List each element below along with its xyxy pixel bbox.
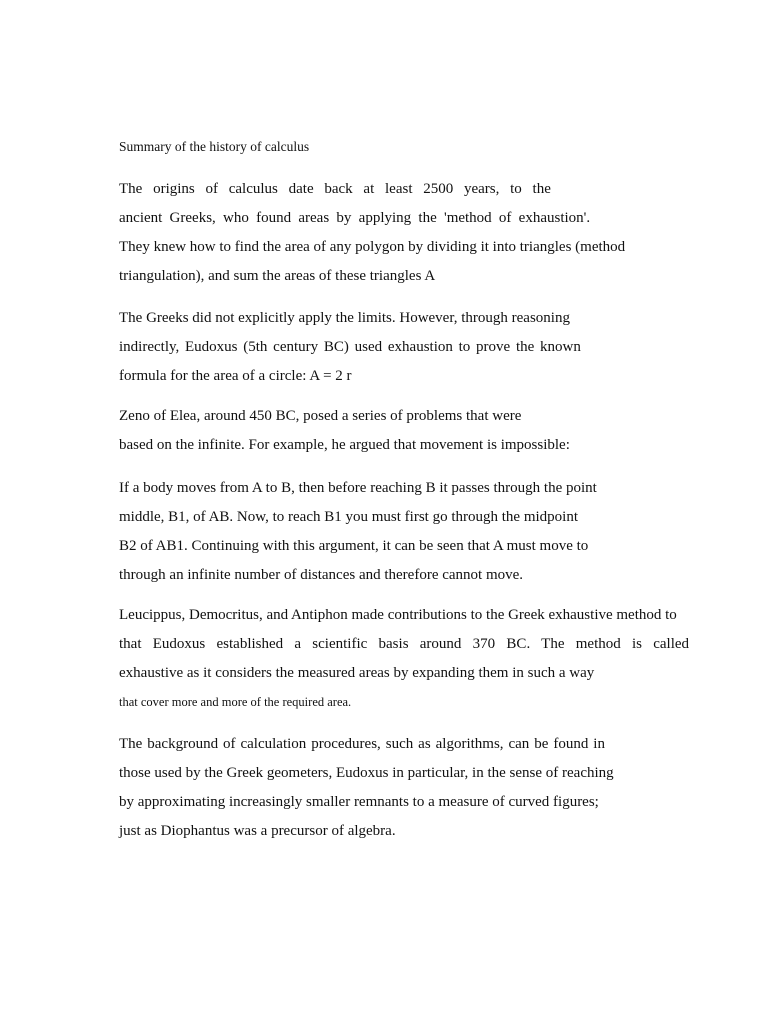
text-line: Zeno of Elea, around 450 BC, posed a series of problems that were [119, 408, 522, 424]
text-line: If a body moves from A to B, then before reaching B it passes through the point [119, 480, 597, 496]
text-line: ancient Greeks, who found areas by applying the 'method of exhaustion'. [119, 210, 591, 226]
text-line: B2 of AB1. Continuing with this argument, it can be seen that A must move to [119, 538, 589, 554]
text-line: that Eudoxus established a scientific basis around 370 BC. The method is called [119, 636, 690, 652]
document-title: Summary of the history of calculus [119, 139, 310, 154]
text-line: indirectly, Eudoxus (5th century BC) used exhaustion to prove the known [119, 339, 581, 355]
text-line: that cover more and more of the required area. [119, 695, 352, 709]
text-line: The background of calculation procedures, such as algorithms, can be found in [119, 736, 605, 752]
text-line: through an infinite number of distances and therefore cannot move. [119, 567, 524, 583]
text-line: middle, B1, of AB. Now, to reach B1 you must first go through the midpoint [119, 509, 578, 525]
text-line: by approximating increasingly smaller remnants to a measure of curved figures; [119, 794, 599, 810]
text-line: formula for the area of a circle: A = 2 r [119, 368, 352, 384]
text-line: based on the infinite. For example, he argued that movement is impossible: [119, 437, 570, 453]
text-line: those used by the Greek geometers, Eudoxus in particular, in the sense of reaching [119, 765, 614, 781]
text-line: Leucippus, Democritus, and Antiphon made contributions to the Greek exhaustive method to [119, 607, 677, 623]
text-line: triangulation), and sum the areas of these triangles A [119, 268, 436, 284]
text-line: exhaustive as it considers the measured areas by expanding them in such a way [119, 665, 595, 681]
text-line: The Greeks did not explicitly apply the limits. However, through reasoning [119, 310, 570, 326]
text-line: The origins of calculus date back at least 2500 years, to the [119, 181, 551, 197]
text-line: just as Diophantus was a precursor of algebra. [119, 823, 396, 839]
text-line: They knew how to find the area of any polygon by dividing it into triangles (method [119, 239, 626, 255]
